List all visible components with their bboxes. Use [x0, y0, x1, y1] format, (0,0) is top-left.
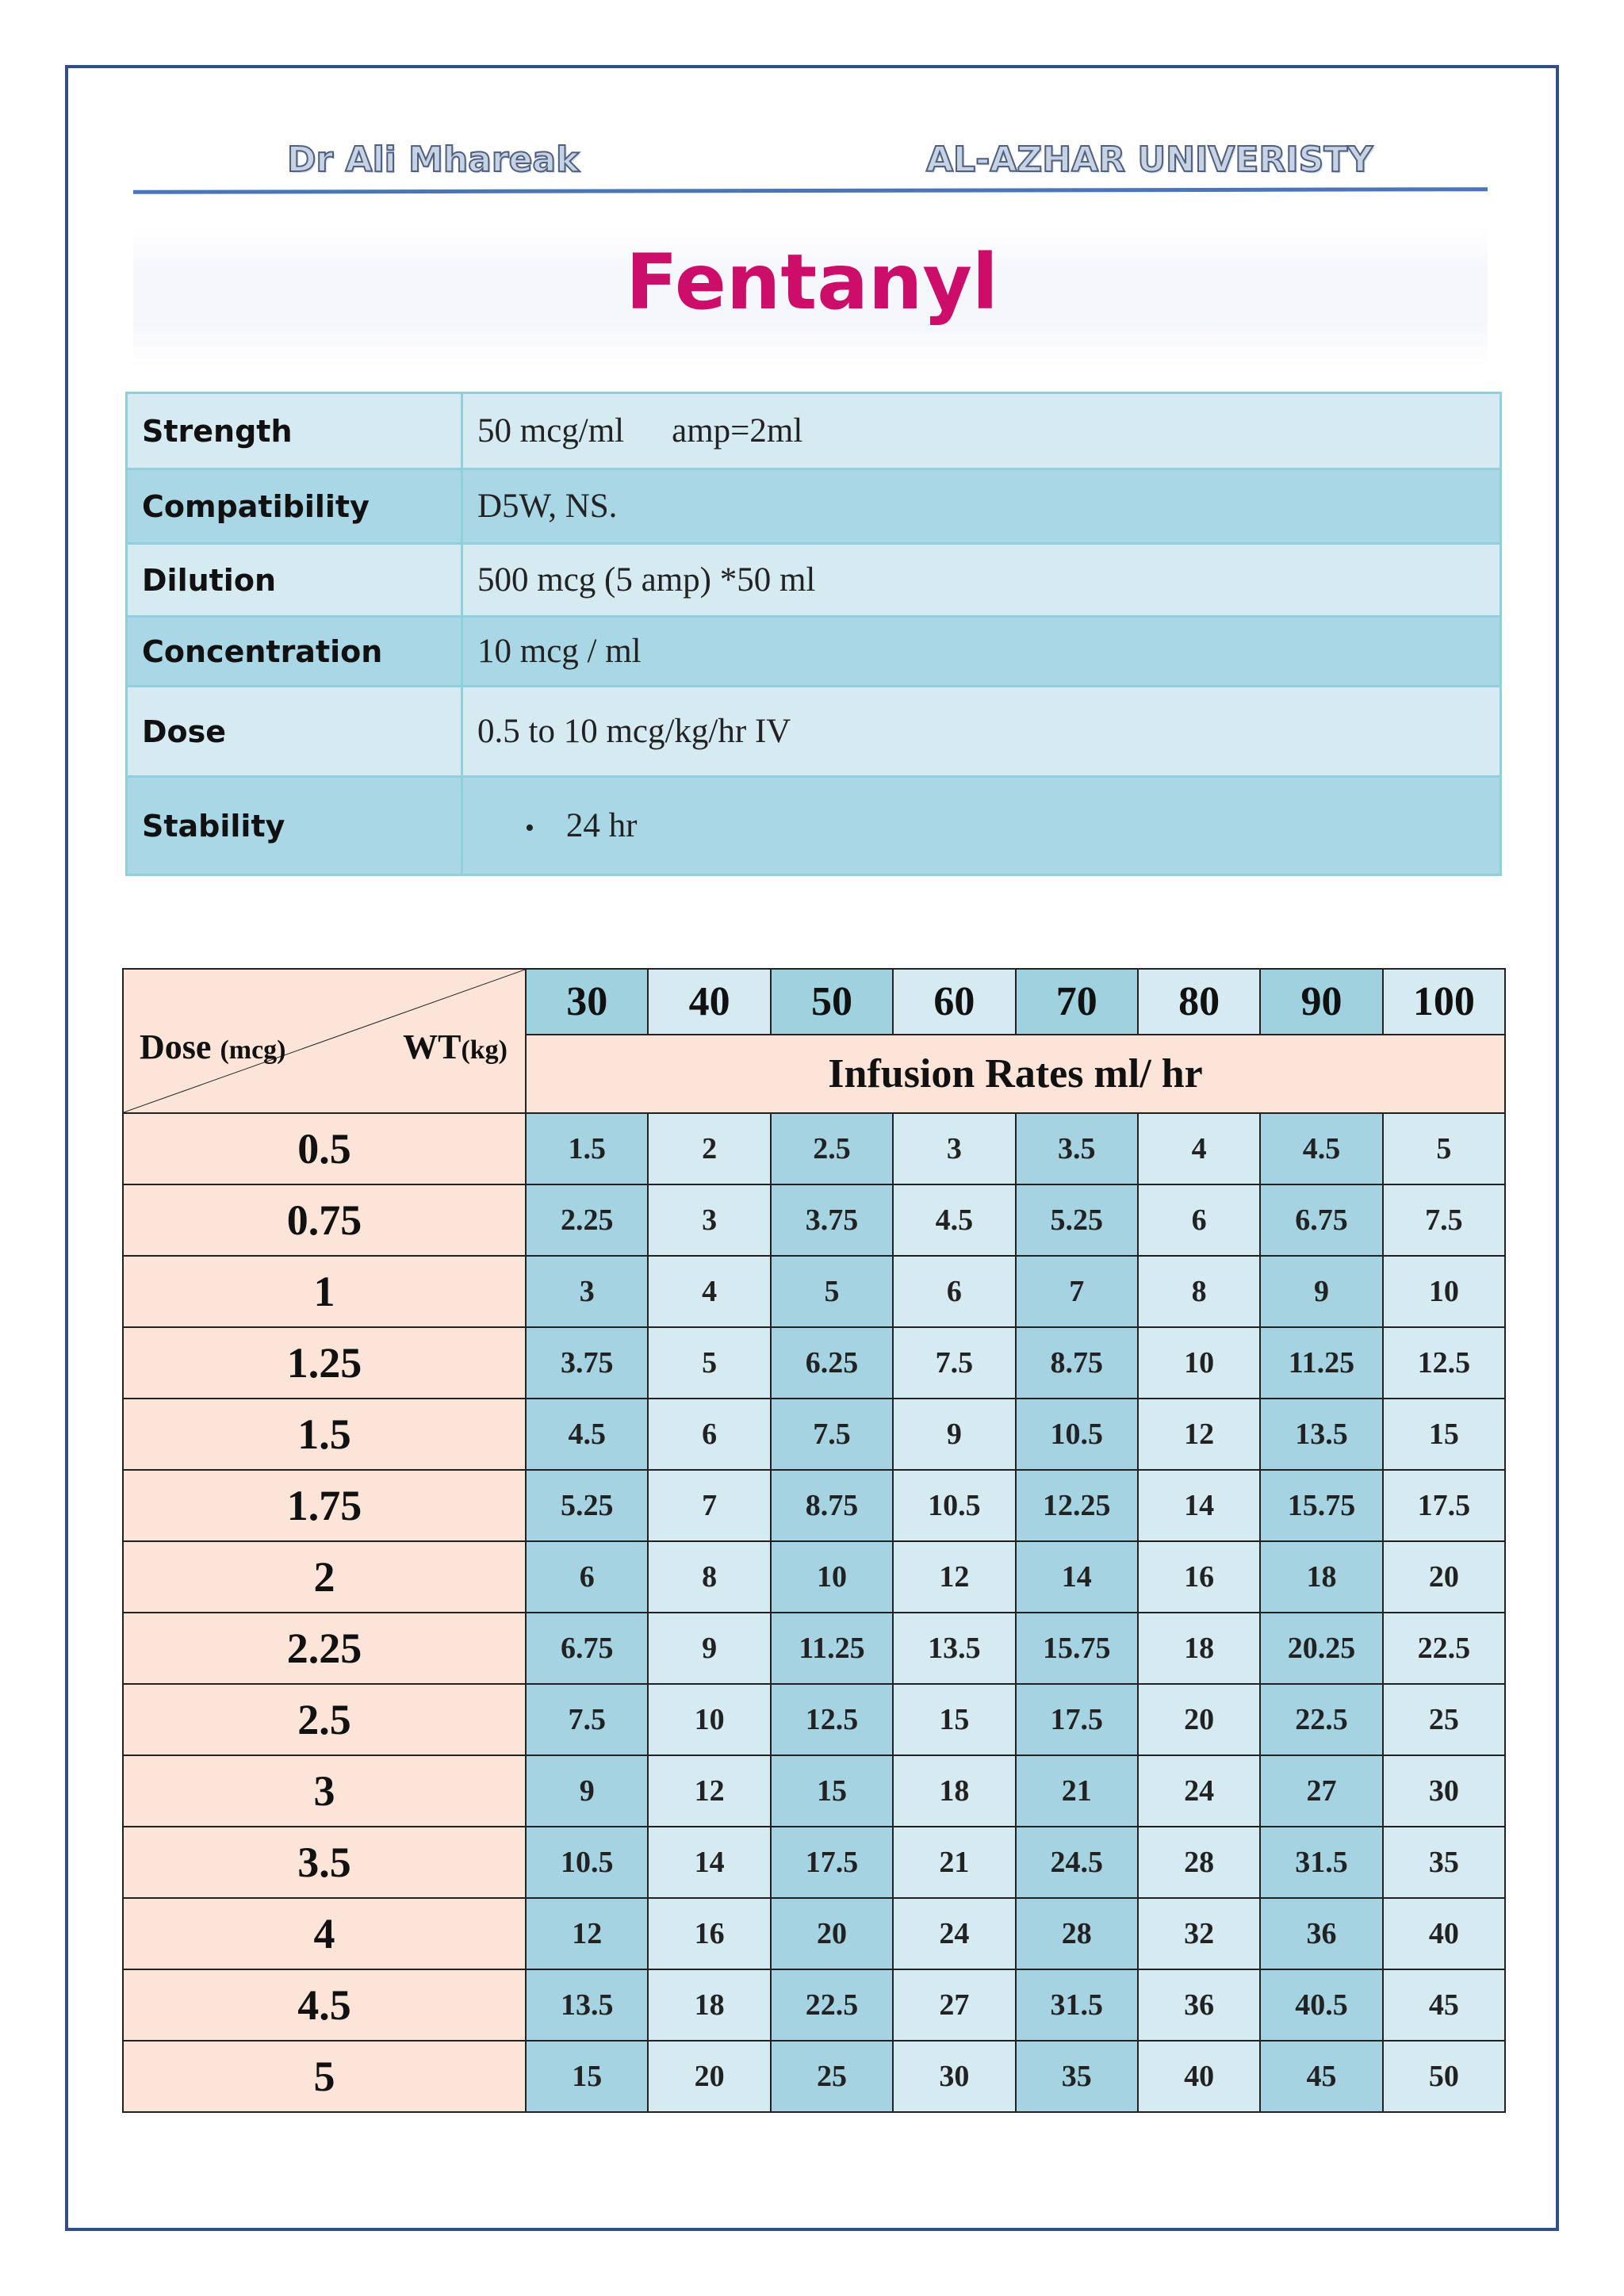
- dose-row: [123, 1969, 1505, 2041]
- rate-cell: 20: [1383, 1541, 1505, 1613]
- weight-column-header: 90: [1260, 969, 1382, 1035]
- infusion-rates-heading: Infusion Rates ml/ hr: [526, 1035, 1505, 1113]
- info-label: Compatibility: [127, 469, 462, 544]
- rate-cell: 2: [648, 1113, 770, 1184]
- rate-cell: 5: [1383, 1113, 1505, 1184]
- rate-cell: 9: [893, 1399, 1015, 1470]
- info-row-dilution: [127, 544, 1501, 617]
- rate-cell: 7.5: [1383, 1184, 1505, 1256]
- info-value: 10 mcg / ml: [462, 617, 1501, 687]
- info-value: 0.5 to 10 mcg/kg/hr IV: [462, 687, 1501, 777]
- rate-cell: 8: [648, 1541, 770, 1613]
- rate-cell: 10: [1383, 1256, 1505, 1327]
- rate-cell: 13.5: [1260, 1399, 1382, 1470]
- dose-value: 0.5: [123, 1113, 526, 1184]
- rate-cell: 5.25: [526, 1470, 648, 1541]
- rate-cell: 15: [1383, 1399, 1505, 1470]
- ampoule-size: amp=2ml: [672, 412, 803, 450]
- rate-cell: 5: [648, 1327, 770, 1399]
- rate-cell: 4.5: [893, 1184, 1015, 1256]
- rate-cell: 15: [771, 1755, 893, 1827]
- rate-cell: 11.25: [771, 1613, 893, 1684]
- rate-cell: 24: [1138, 1755, 1260, 1827]
- dose-row: [123, 1827, 1505, 1898]
- info-value: [462, 393, 1501, 469]
- rate-cell: 27: [893, 1969, 1015, 2041]
- dose-value: 3.5: [123, 1827, 526, 1898]
- info-row-strength: [127, 393, 1501, 469]
- info-value: [462, 777, 1501, 875]
- rate-cell: 6: [648, 1399, 770, 1470]
- rate-cell: 25: [1383, 1684, 1505, 1755]
- info-label: Stability: [127, 777, 462, 875]
- rate-cell: 6: [893, 1256, 1015, 1327]
- info-row-stability: [127, 777, 1501, 875]
- dose-value: 1.5: [123, 1399, 526, 1470]
- rate-cell: 13.5: [526, 1969, 648, 2041]
- rate-cell: 30: [893, 2041, 1015, 2112]
- dose-row: [123, 1470, 1505, 1541]
- rate-cell: 6: [526, 1541, 648, 1613]
- rate-cell: 15.75: [1260, 1470, 1382, 1541]
- rate-cell: 7.5: [771, 1399, 893, 1470]
- info-row-concentration: [127, 617, 1501, 687]
- dose-row: [123, 1327, 1505, 1399]
- weight-column-header: 50: [771, 969, 893, 1035]
- drug-info-table: [125, 392, 1502, 876]
- rate-cell: 28: [1138, 1827, 1260, 1898]
- dose-value: 0.75: [123, 1184, 526, 1256]
- rate-cell: 14: [1016, 1541, 1138, 1613]
- rate-cell: 3: [526, 1256, 648, 1327]
- rate-cell: 18: [893, 1755, 1015, 1827]
- rate-cell: 20: [771, 1898, 893, 1969]
- rate-cell: 9: [526, 1755, 648, 1827]
- dose-row: [123, 1898, 1505, 1969]
- rate-cell: 30: [1383, 1755, 1505, 1827]
- infusion-rate-table: [122, 968, 1506, 2113]
- rate-cell: 8: [1138, 1256, 1260, 1327]
- weight-column-header: 80: [1138, 969, 1260, 1035]
- info-row-compatibility: [127, 469, 1501, 544]
- rate-cell: 15: [526, 2041, 648, 2112]
- rate-cell: 12.5: [771, 1684, 893, 1755]
- author-header: Dr Ali Mhareak: [287, 140, 580, 180]
- dose-value: 2: [123, 1541, 526, 1613]
- rate-cell: 45: [1260, 2041, 1382, 2112]
- weight-axis-label: WT(kg): [403, 1027, 508, 1066]
- rate-cell: 14: [648, 1827, 770, 1898]
- rate-cell: 50: [1383, 2041, 1505, 2112]
- weight-column-header: 100: [1383, 969, 1505, 1035]
- strength-value: 50 mcg/ml: [477, 412, 625, 450]
- dose-value: 2.5: [123, 1684, 526, 1755]
- rate-cell: 10.5: [1016, 1399, 1138, 1470]
- dose-value: 1.75: [123, 1470, 526, 1541]
- info-row-dose: [127, 687, 1501, 777]
- weight-header-row: [123, 969, 1505, 1035]
- rate-cell: 3: [893, 1113, 1015, 1184]
- dose-row: [123, 2041, 1505, 2112]
- dose-value: 1.25: [123, 1327, 526, 1399]
- rate-cell: 8.75: [771, 1470, 893, 1541]
- rate-cell: 8.75: [1016, 1327, 1138, 1399]
- rate-cell: 3.75: [526, 1327, 648, 1399]
- info-label: Strength: [127, 393, 462, 469]
- rate-cell: 7: [648, 1470, 770, 1541]
- weight-column-header: 60: [893, 969, 1015, 1035]
- rate-cell: 40.5: [1260, 1969, 1382, 2041]
- rate-cell: 12: [648, 1755, 770, 1827]
- rate-cell: 9: [1260, 1256, 1382, 1327]
- rate-cell: 45: [1383, 1969, 1505, 2041]
- rate-cell: 22.5: [1260, 1684, 1382, 1755]
- rate-cell: 17.5: [1383, 1470, 1505, 1541]
- rate-cell: 36: [1260, 1898, 1382, 1969]
- rate-cell: 5: [771, 1256, 893, 1327]
- rate-cell: 22.5: [771, 1969, 893, 2041]
- dose-value: 4: [123, 1898, 526, 1969]
- rate-cell: 7: [1016, 1256, 1138, 1327]
- dose-row: [123, 1256, 1505, 1327]
- dose-row: [123, 1613, 1505, 1684]
- rate-cell: 18: [1138, 1613, 1260, 1684]
- university-header: AL-AZHAR UNIVERISTY: [926, 140, 1373, 180]
- dose-row: [123, 1184, 1505, 1256]
- info-value: 500 mcg (5 amp) *50 ml: [462, 544, 1501, 617]
- dose-value: 4.5: [123, 1969, 526, 2041]
- rate-cell: 24: [893, 1898, 1015, 1969]
- rate-cell: 12: [526, 1898, 648, 1969]
- rate-cell: 7.5: [526, 1684, 648, 1755]
- rate-cell: 25: [771, 2041, 893, 2112]
- info-label: Dose: [127, 687, 462, 777]
- rate-cell: 28: [1016, 1898, 1138, 1969]
- dose-value: 5: [123, 2041, 526, 2112]
- rate-cell: 35: [1383, 1827, 1505, 1898]
- rate-cell: 3.5: [1016, 1113, 1138, 1184]
- rate-cell: 20.25: [1260, 1613, 1382, 1684]
- rate-cell: 20: [648, 2041, 770, 2112]
- rate-cell: 2.25: [526, 1184, 648, 1256]
- rate-cell: 18: [648, 1969, 770, 2041]
- rate-cell: 31.5: [1260, 1827, 1382, 1898]
- rate-cell: 12.25: [1016, 1470, 1138, 1541]
- rate-cell: 10.5: [893, 1470, 1015, 1541]
- table-corner-cell: [123, 969, 526, 1113]
- rate-cell: 16: [1138, 1541, 1260, 1613]
- weight-column-header: 30: [526, 969, 648, 1035]
- rate-cell: 10: [648, 1684, 770, 1755]
- rate-cell: 20: [1138, 1684, 1260, 1755]
- rate-cell: 10: [1138, 1327, 1260, 1399]
- rate-cell: 3: [648, 1184, 770, 1256]
- rate-cell: 9: [648, 1613, 770, 1684]
- weight-column-header: 70: [1016, 969, 1138, 1035]
- rate-cell: 31.5: [1016, 1969, 1138, 2041]
- rate-cell: 2.5: [771, 1113, 893, 1184]
- dose-row: [123, 1684, 1505, 1755]
- rate-cell: 12: [893, 1541, 1015, 1613]
- rate-cell: 36: [1138, 1969, 1260, 2041]
- rate-cell: 24.5: [1016, 1827, 1138, 1898]
- rate-cell: 6.25: [771, 1327, 893, 1399]
- rate-cell: 40: [1383, 1898, 1505, 1969]
- rate-cell: 14: [1138, 1470, 1260, 1541]
- dose-row: [123, 1541, 1505, 1613]
- dose-row: [123, 1399, 1505, 1470]
- weight-column-header: 40: [648, 969, 770, 1035]
- rate-cell: 32: [1138, 1898, 1260, 1969]
- rate-cell: 21: [893, 1827, 1015, 1898]
- rate-cell: 21: [1016, 1755, 1138, 1827]
- rate-cell: 17.5: [1016, 1684, 1138, 1755]
- drug-title: Fentanyl: [626, 238, 998, 327]
- rate-cell: 4: [648, 1256, 770, 1327]
- rate-cell: 6.75: [526, 1613, 648, 1684]
- rate-cell: 12: [1138, 1399, 1260, 1470]
- rate-cell: 5.25: [1016, 1184, 1138, 1256]
- rate-cell: 13.5: [893, 1613, 1015, 1684]
- rate-cell: 10.5: [526, 1827, 648, 1898]
- dose-axis-label: Dose (mcg): [140, 1027, 286, 1066]
- bullet-icon: •: [525, 813, 534, 843]
- rate-cell: 16: [648, 1898, 770, 1969]
- dose-value: 3: [123, 1755, 526, 1827]
- dose-value: 1: [123, 1256, 526, 1327]
- stability-value: 24 hr: [565, 807, 638, 844]
- dose-row: [123, 1113, 1505, 1184]
- rate-cell: 1.5: [526, 1113, 648, 1184]
- rate-cell: 35: [1016, 2041, 1138, 2112]
- rate-cell: 22.5: [1383, 1613, 1505, 1684]
- rate-cell: 4.5: [1260, 1113, 1382, 1184]
- rate-cell: 15.75: [1016, 1613, 1138, 1684]
- rate-cell: 6: [1138, 1184, 1260, 1256]
- rate-cell: 4: [1138, 1113, 1260, 1184]
- rate-cell: 18: [1260, 1541, 1382, 1613]
- rate-cell: 4.5: [526, 1399, 648, 1470]
- info-value: D5W, NS.: [462, 469, 1501, 544]
- dose-row: [123, 1755, 1505, 1827]
- info-label: Concentration: [127, 617, 462, 687]
- rate-cell: 7.5: [893, 1327, 1015, 1399]
- rate-cell: 40: [1138, 2041, 1260, 2112]
- rate-cell: 15: [893, 1684, 1015, 1755]
- rate-cell: 10: [771, 1541, 893, 1613]
- dose-value: 2.25: [123, 1613, 526, 1684]
- rate-cell: 6.75: [1260, 1184, 1382, 1256]
- rate-cell: 11.25: [1260, 1327, 1382, 1399]
- rate-cell: 27: [1260, 1755, 1382, 1827]
- rate-cell: 17.5: [771, 1827, 893, 1898]
- rate-cell: 12.5: [1383, 1327, 1505, 1399]
- info-label: Dilution: [127, 544, 462, 617]
- rate-cell: 3.75: [771, 1184, 893, 1256]
